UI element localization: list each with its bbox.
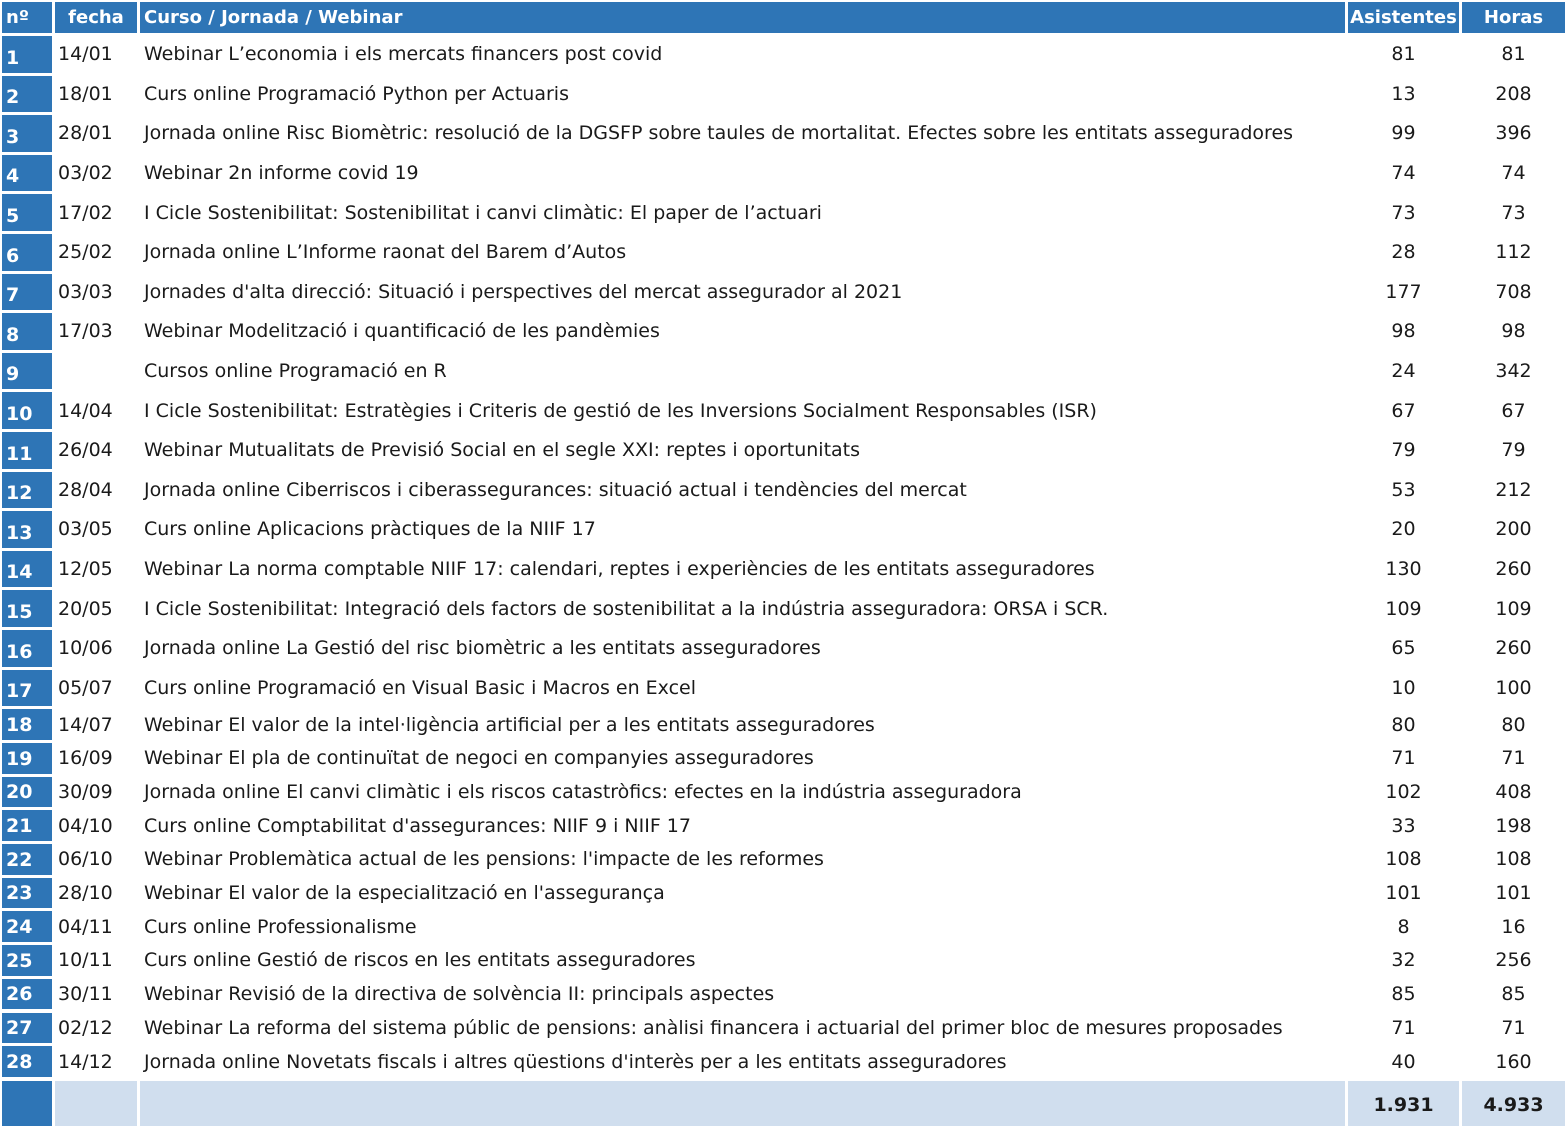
table-row [0, 844, 1567, 875]
row-date: 28/04 [58, 478, 113, 501]
row-date: 30/09 [58, 780, 113, 803]
row-date: 10/11 [58, 949, 113, 972]
row-attendees: 10 [1391, 676, 1416, 699]
row-attendees: 53 [1391, 478, 1416, 501]
row-title: I Cicle Sostenibilitat: Estratègies i Criteris de gestió de les Inversions Socialment Responsables (ISR) [144, 399, 1097, 422]
row-attendees: 79 [1391, 439, 1416, 462]
column-header-title: Curso / Jornada / Webinar [140, 2, 1345, 33]
row-hours: 71 [1501, 747, 1526, 770]
row-date: 06/10 [58, 848, 113, 871]
row-attendees: 108 [1385, 848, 1422, 871]
row-title: Webinar La reforma del sistema públic de pensions: anàlisi financera i actuarial del primer bloc de mesures proposades [144, 1016, 1283, 1039]
row-attendees: 40 [1391, 1050, 1416, 1073]
row-date: 12/05 [58, 558, 113, 581]
row-date: 30/11 [58, 983, 113, 1006]
row-title: Curs online Aplicacions pràctiques de la NIIF 17 [144, 518, 596, 541]
row-hours: 256 [1495, 949, 1532, 972]
row-hours: 101 [1495, 882, 1532, 905]
row-hours: 71 [1501, 1016, 1526, 1039]
row-attendees: 32 [1391, 949, 1416, 972]
row-number: 5 [2, 194, 52, 231]
row-title: Webinar El pla de continuïtat de negoci en companyies asseguradores [144, 747, 814, 770]
table-total-row [0, 1081, 1567, 1126]
row-number: 25 [2, 945, 52, 976]
table-row [0, 590, 1567, 627]
row-number: 9 [2, 353, 52, 390]
row-hours: 109 [1495, 597, 1532, 620]
row-attendees: 8 [1397, 915, 1410, 938]
row-attendees: 74 [1391, 162, 1416, 185]
row-hours: 708 [1495, 280, 1532, 303]
row-hours: 85 [1501, 983, 1526, 1006]
column-header-num: nº [2, 2, 52, 33]
table-row [0, 432, 1567, 469]
row-attendees: 33 [1391, 814, 1416, 837]
table-row [0, 313, 1567, 350]
row-date: 14/04 [58, 399, 113, 422]
row-date: 28/01 [58, 122, 113, 145]
row-title: Webinar El valor de la intel·ligència artificial per a les entitats asseguradores [144, 713, 875, 736]
row-hours: 198 [1495, 814, 1532, 837]
row-hours: 112 [1495, 241, 1532, 264]
table-row [0, 472, 1567, 509]
row-date [55, 353, 137, 390]
row-title: Curs online Professionalisme [144, 915, 417, 938]
row-attendees: 98 [1391, 320, 1416, 343]
row-hours: 74 [1501, 162, 1526, 185]
row-attendees: 71 [1391, 747, 1416, 770]
row-attendees: 80 [1391, 713, 1416, 736]
row-title: Webinar Problemàtica actual de les pensions: l'impacte de les reformes [144, 848, 824, 871]
row-title: I Cicle Sostenibilitat: Sostenibilitat i canvi climàtic: El paper de l’actuari [144, 201, 822, 224]
row-date: 25/02 [58, 241, 113, 264]
table-row [0, 76, 1567, 113]
row-date: 03/03 [58, 280, 113, 303]
table-row [0, 353, 1567, 390]
table-row [0, 234, 1567, 271]
row-attendees: 24 [1391, 360, 1416, 383]
table-row [0, 945, 1567, 976]
row-number: 24 [2, 911, 52, 942]
row-attendees: 85 [1391, 983, 1416, 1006]
table-row [0, 1046, 1567, 1077]
table-row [0, 670, 1567, 707]
row-title: Curs online Programació Python per Actuaris [144, 82, 569, 105]
table-row [0, 630, 1567, 667]
row-title: Curs online Programació en Visual Basic i Macros en Excel [144, 676, 696, 699]
row-date: 05/07 [58, 676, 113, 699]
row-attendees: 71 [1391, 1016, 1416, 1039]
column-header-date: fecha [55, 2, 137, 33]
row-hours: 98 [1501, 320, 1526, 343]
row-attendees: 20 [1391, 518, 1416, 541]
row-date: 26/04 [58, 439, 113, 462]
row-number: 21 [2, 810, 52, 841]
row-title: Jornada online Risc Biomètric: resolució de la DGSFP sobre taules de mortalitat. Efectes sobre les entitats asseguradores [144, 122, 1294, 145]
row-title: Cursos online Programació en R [144, 360, 447, 383]
row-date: 04/10 [58, 814, 113, 837]
row-date: 16/09 [58, 747, 113, 770]
row-hours: 108 [1495, 848, 1532, 871]
row-number: 18 [2, 709, 52, 740]
row-attendees: 73 [1391, 201, 1416, 224]
row-number: 8 [2, 313, 52, 350]
row-attendees: 99 [1391, 122, 1416, 145]
row-attendees: 81 [1391, 43, 1416, 66]
row-date: 14/07 [58, 713, 113, 736]
row-date: 18/01 [58, 82, 113, 105]
row-number: 1 [2, 36, 52, 73]
table-row [0, 878, 1567, 909]
row-hours: 396 [1495, 122, 1532, 145]
row-attendees: 102 [1385, 780, 1422, 803]
row-number: 19 [2, 743, 52, 774]
row-title: Curs online Comptabilitat d'assegurances: NIIF 9 i NIIF 17 [144, 814, 691, 837]
row-hours: 67 [1501, 399, 1526, 422]
column-header-attendees: Asistentes [1348, 2, 1459, 33]
row-attendees: 177 [1385, 280, 1422, 303]
row-date: 14/01 [58, 43, 113, 66]
row-number: 26 [2, 979, 52, 1010]
row-hours: 408 [1495, 780, 1532, 803]
row-title: Webinar El valor de la especialització en l'assegurança [144, 882, 665, 905]
table-row [0, 551, 1567, 588]
table-row [0, 810, 1567, 841]
row-title: Jornada online L’Informe raonat del Barem d’Autos [144, 241, 627, 264]
row-title: I Cicle Sostenibilitat: Integració dels factors de sostenibilitat a la indústria asseguradora: ORSA i SCR. [144, 597, 1109, 620]
table-row [0, 194, 1567, 231]
total-attendees: 1.931 [1348, 1081, 1459, 1126]
row-hours: 79 [1501, 439, 1526, 462]
row-title: Jornada online La Gestió del risc biomètric a les entitats asseguradores [144, 637, 821, 660]
row-hours: 80 [1501, 713, 1526, 736]
row-hours: 208 [1495, 82, 1532, 105]
row-date: 17/03 [58, 320, 113, 343]
table-row [0, 777, 1567, 808]
row-hours: 160 [1495, 1050, 1532, 1073]
row-date: 10/06 [58, 637, 113, 660]
row-title: Webinar Mutualitats de Previsió Social en el segle XXI: reptes i oportunitats [144, 439, 861, 462]
row-date: 20/05 [58, 597, 113, 620]
row-hours: 73 [1501, 201, 1526, 224]
row-date: 14/12 [58, 1050, 113, 1073]
table-row [0, 911, 1567, 942]
table-row [0, 709, 1567, 740]
row-attendees: 109 [1385, 597, 1422, 620]
row-number: 4 [2, 155, 52, 192]
row-hours: 16 [1501, 915, 1526, 938]
row-hours: 81 [1501, 43, 1526, 66]
row-title: Webinar L’economia i els mercats financers post covid [144, 43, 663, 66]
row-number: 20 [2, 777, 52, 808]
row-number: 7 [2, 274, 52, 311]
row-hours: 212 [1495, 478, 1532, 501]
total-date-cell [55, 1081, 137, 1126]
row-number: 14 [2, 551, 52, 588]
row-number: 11 [2, 432, 52, 469]
table-row [0, 979, 1567, 1010]
row-hours: 260 [1495, 558, 1532, 581]
row-date: 03/02 [58, 162, 113, 185]
table-row [0, 274, 1567, 311]
total-title-cell [140, 1081, 1345, 1126]
row-number: 15 [2, 590, 52, 627]
row-title: Webinar Revisió de la directiva de solvència II: principals aspectes [144, 983, 775, 1006]
row-date: 03/05 [58, 518, 113, 541]
row-date: 17/02 [58, 201, 113, 224]
row-title: Jornades d'alta direcció: Situació i perspectives del mercat assegurador al 2021 [144, 280, 903, 303]
row-attendees: 65 [1391, 637, 1416, 660]
row-hours: 200 [1495, 518, 1532, 541]
row-date: 02/12 [58, 1016, 113, 1039]
row-title: Webinar 2n informe covid 19 [144, 162, 419, 185]
row-hours: 100 [1495, 676, 1532, 699]
table-row [0, 155, 1567, 192]
row-title: Jornada online Ciberriscos i ciberassegurances: situació actual i tendències del mercat [144, 478, 967, 501]
row-date: 28/10 [58, 882, 113, 905]
row-title: Jornada online Novetats fiscals i altres qüestions d'interès per a les entitats asseguradores [144, 1050, 1007, 1073]
row-title: Webinar La norma comptable NIIF 17: calendari, reptes i experiències de les entitats asseguradores [144, 558, 1095, 581]
row-number: 16 [2, 630, 52, 667]
row-hours: 342 [1495, 360, 1532, 383]
table-row [0, 1013, 1567, 1044]
table-row [0, 36, 1567, 73]
column-header-hours: Horas [1462, 2, 1565, 33]
row-title: Webinar Modelització i quantificació de les pandèmies [144, 320, 660, 343]
table-row [0, 115, 1567, 152]
row-number: 6 [2, 234, 52, 271]
row-number: 22 [2, 844, 52, 875]
row-number: 12 [2, 472, 52, 509]
row-title: Curs online Gestió de riscos en les entitats asseguradores [144, 949, 696, 972]
total-hours: 4.933 [1462, 1081, 1565, 1126]
row-number: 28 [2, 1046, 52, 1077]
table-row [0, 743, 1567, 774]
table-row [0, 511, 1567, 548]
row-attendees: 67 [1391, 399, 1416, 422]
row-attendees: 28 [1391, 241, 1416, 264]
row-number: 27 [2, 1013, 52, 1044]
row-number: 17 [2, 670, 52, 707]
row-attendees: 13 [1391, 82, 1416, 105]
row-number: 23 [2, 878, 52, 909]
row-number: 10 [2, 392, 52, 429]
row-attendees: 130 [1385, 558, 1422, 581]
row-number: 3 [2, 115, 52, 152]
table-header-row [0, 2, 1567, 33]
row-date: 04/11 [58, 915, 113, 938]
row-hours: 260 [1495, 637, 1532, 660]
row-number: 13 [2, 511, 52, 548]
row-number: 2 [2, 76, 52, 113]
table-row [0, 392, 1567, 429]
total-num-cell [2, 1081, 52, 1126]
row-title: Jornada online El canvi climàtic i els riscos catastròfics: efectes en la indústria asseguradora [144, 780, 1022, 803]
row-attendees: 101 [1385, 882, 1422, 905]
